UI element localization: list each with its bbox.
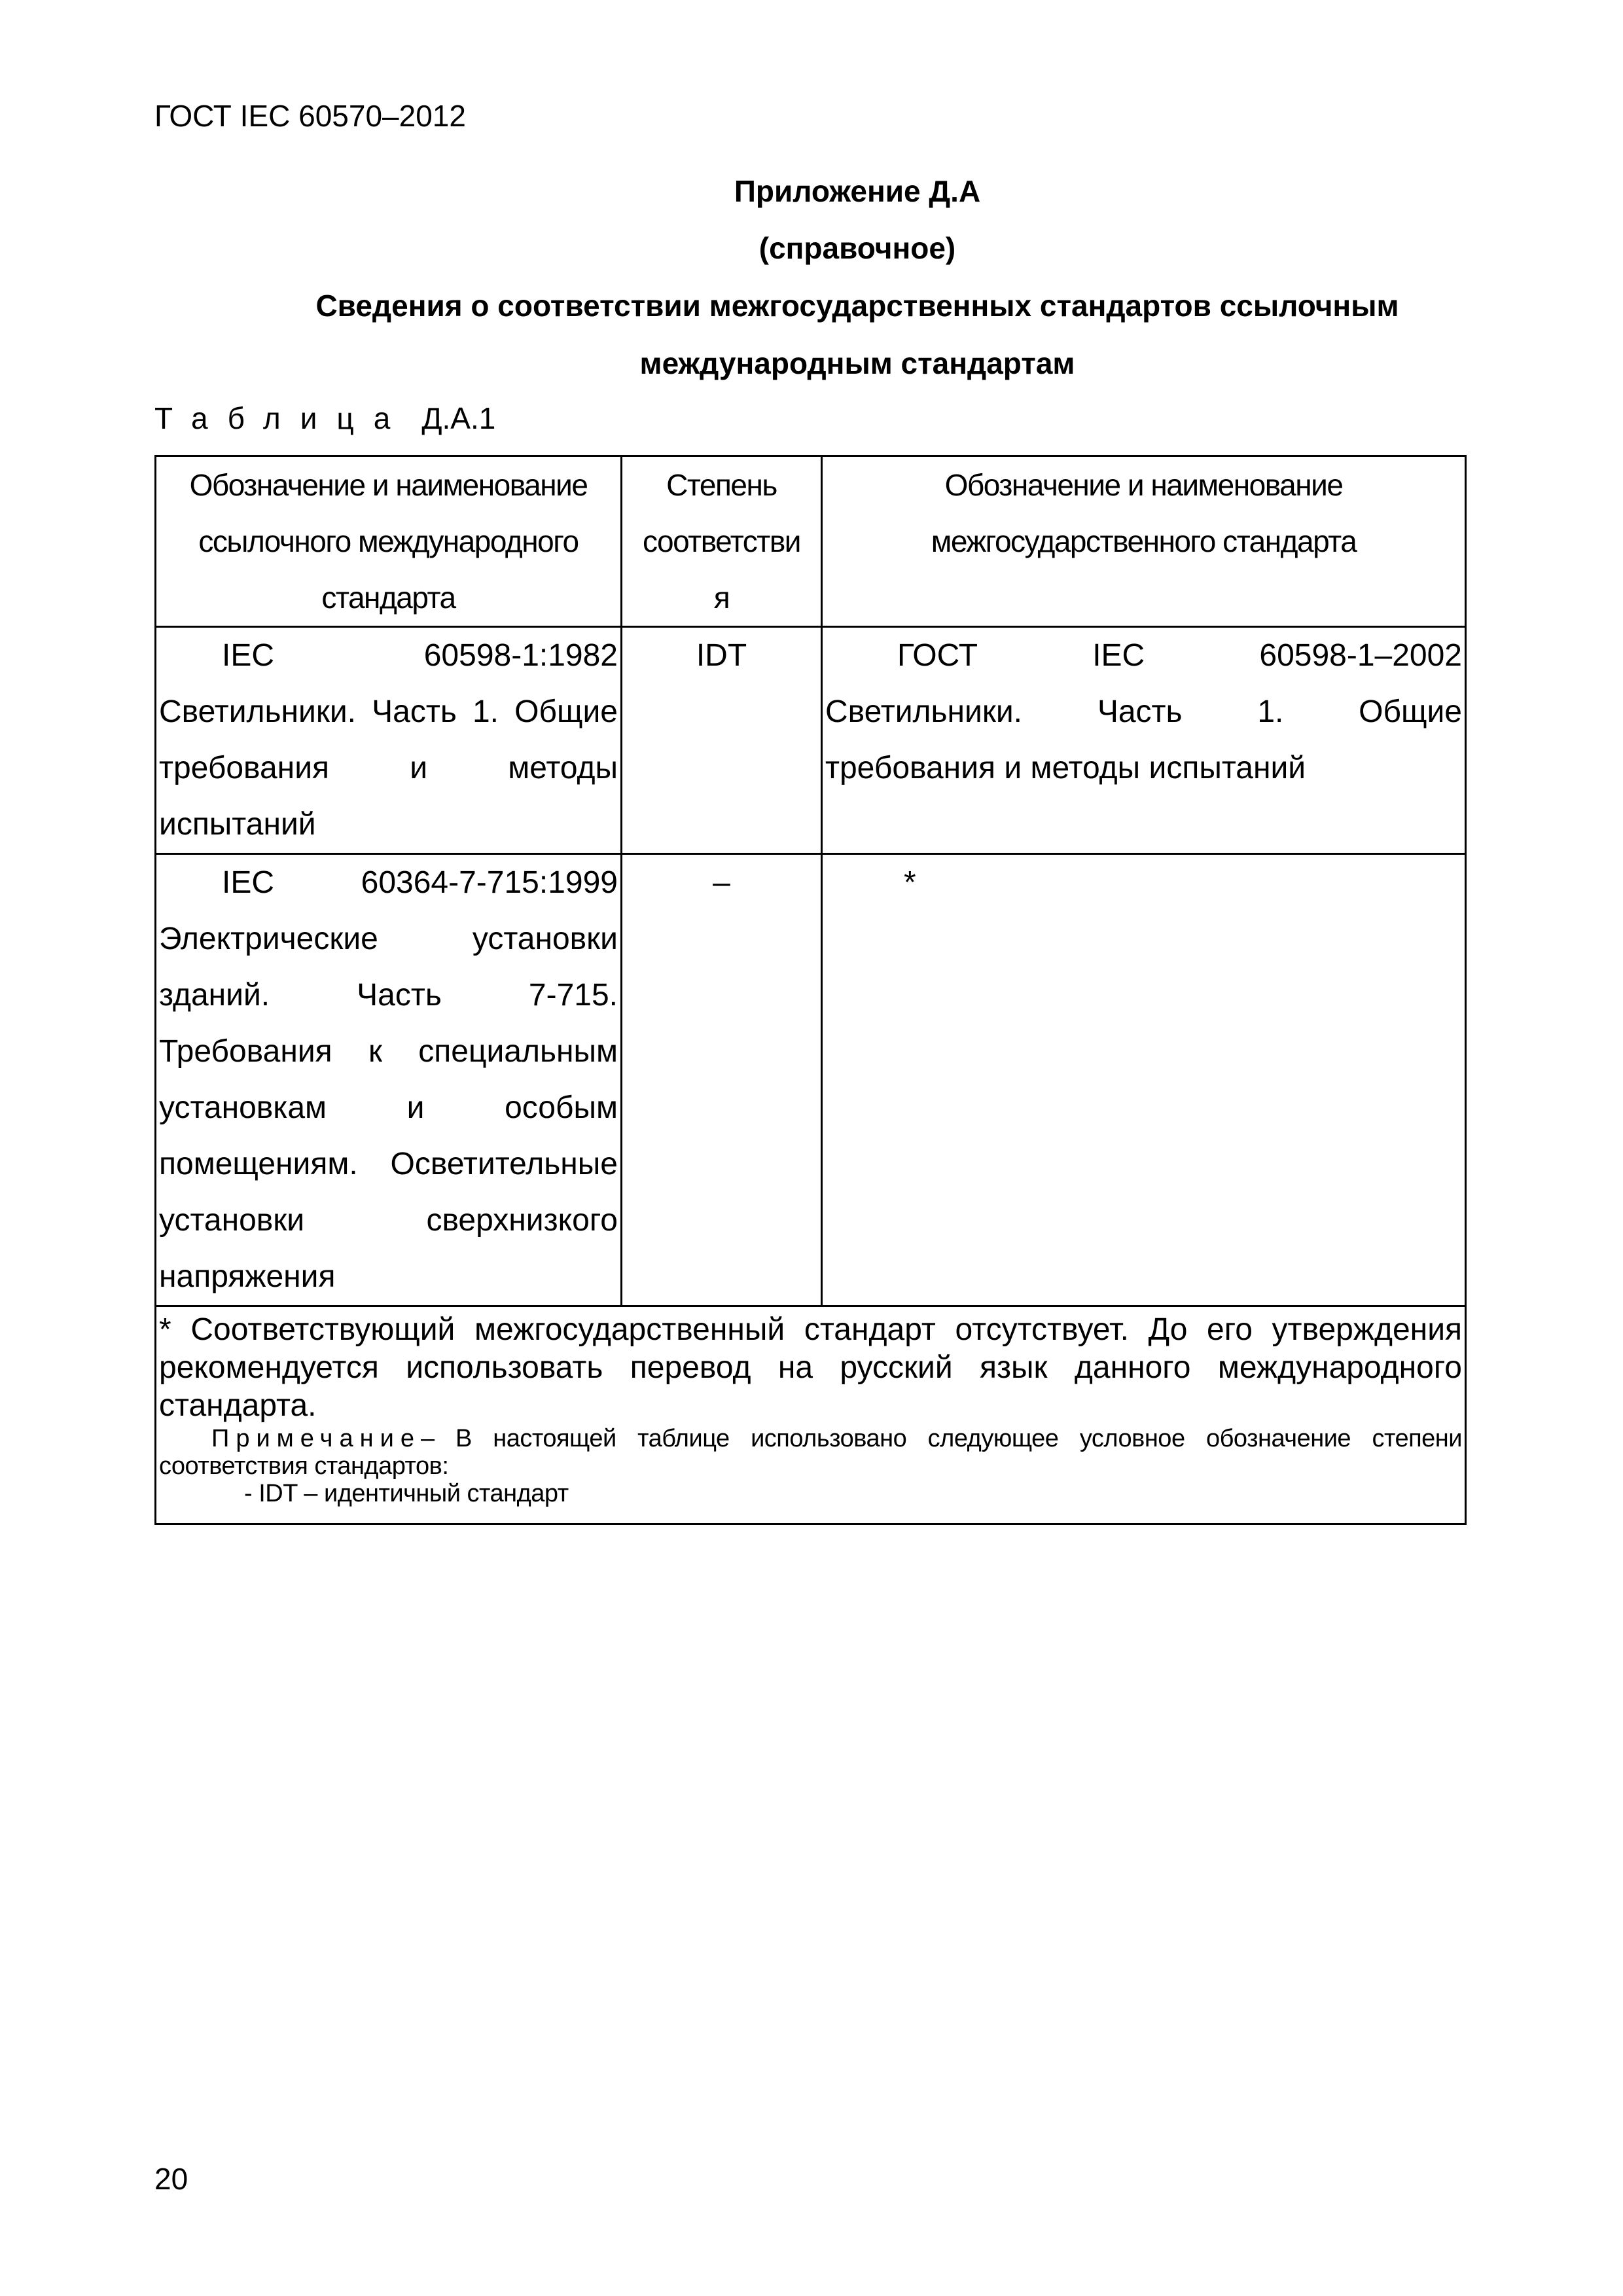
cell-text: Требования к специальным — [159, 1034, 618, 1069]
cell-text: требования и методы испытаний — [825, 751, 1306, 785]
cell-text: помещениям. Осветительные — [159, 1147, 618, 1181]
table-row — [156, 627, 1466, 854]
cell-text: IEC 60364-7-715:1999 — [222, 865, 618, 900]
cell-text: установкам и особым — [159, 1090, 618, 1125]
header-text: я — [713, 581, 730, 615]
cell-interstate-standard — [822, 854, 1466, 1306]
cell-interstate-standard — [822, 627, 1466, 854]
footnote-text: рекомендуется использовать перевод на русский язык данного международного — [159, 1350, 1462, 1385]
header-text: Обозначение и наименование — [944, 468, 1343, 502]
header-text: Степень — [666, 468, 777, 502]
header-text: Обозначение и наименование — [189, 468, 588, 502]
cell-international-standard — [156, 854, 622, 1306]
cell-text: зданий. Часть 7-715. — [159, 978, 618, 1013]
cell-text: Светильники. Часть 1. Общие — [159, 694, 618, 729]
header-text: ссылочного международного — [198, 524, 579, 558]
cell-text: напряжения — [159, 1259, 336, 1294]
cell-text: Электрические установки — [159, 922, 618, 956]
cell-text: требования и методы — [159, 751, 618, 785]
correspondence-table — [154, 455, 1467, 1525]
cell-degree — [622, 854, 822, 1306]
header-text: межгосударственного стандарта — [931, 524, 1357, 558]
table-caption — [154, 401, 495, 436]
document-code: ГОСТ IEC 60570–2012 — [154, 99, 466, 133]
cell-text: установки сверхнизкого — [159, 1203, 618, 1238]
table-caption-number: Д.А.1 — [421, 401, 496, 435]
note-text-line2: соответствия стандартов: — [159, 1452, 449, 1480]
cell-text: IDT — [696, 638, 747, 673]
appendix-title: Приложение Д.А — [734, 174, 981, 208]
footnote-text: * Соответствующий межгосударственный стандарт отсутствует. До его утверждения — [159, 1312, 1462, 1347]
table-note — [159, 1425, 1462, 1507]
table-row — [156, 854, 1466, 1306]
footnote-marker: * — [904, 865, 916, 900]
appendix-heading-line1: Сведения о соответствии межгосударственных стандартов ссылочным — [315, 289, 1399, 323]
note-label: Примечание — [211, 1425, 421, 1452]
header-text: стандарта — [321, 581, 455, 615]
header-cell-international — [156, 456, 622, 627]
header-text: соответстви — [643, 524, 800, 558]
cell-text: ГОСТ IEC 60598-1–2002 — [897, 638, 1462, 673]
cell-text: испытаний — [159, 807, 316, 842]
note-list-item: - IDT – идентичный стандарт — [244, 1480, 569, 1507]
footnote-text: стандарта. — [159, 1388, 317, 1423]
note-line — [159, 1425, 1462, 1452]
page-number: 20 — [154, 2162, 188, 2196]
cell-text: Светильники. Часть 1. Общие — [825, 694, 1462, 729]
appendix-heading-line2: международным стандартам — [639, 346, 1075, 380]
header-cell-degree — [622, 456, 822, 627]
note-text: – В настоящей таблице использовано следующее условное обозначение степени — [420, 1425, 1462, 1452]
appendix-type: (справочное) — [758, 231, 956, 265]
cell-text: – — [713, 865, 730, 900]
table-header-row — [156, 456, 1466, 627]
cell-international-standard — [156, 627, 622, 854]
header-cell-interstate — [822, 456, 1466, 627]
table-caption-word: Таблица — [154, 401, 410, 435]
table-footnote-cell — [156, 1306, 1466, 1524]
table-footer-row — [156, 1306, 1466, 1524]
cell-text: IEC 60598-1:1982 — [222, 638, 618, 673]
cell-degree — [622, 627, 822, 854]
